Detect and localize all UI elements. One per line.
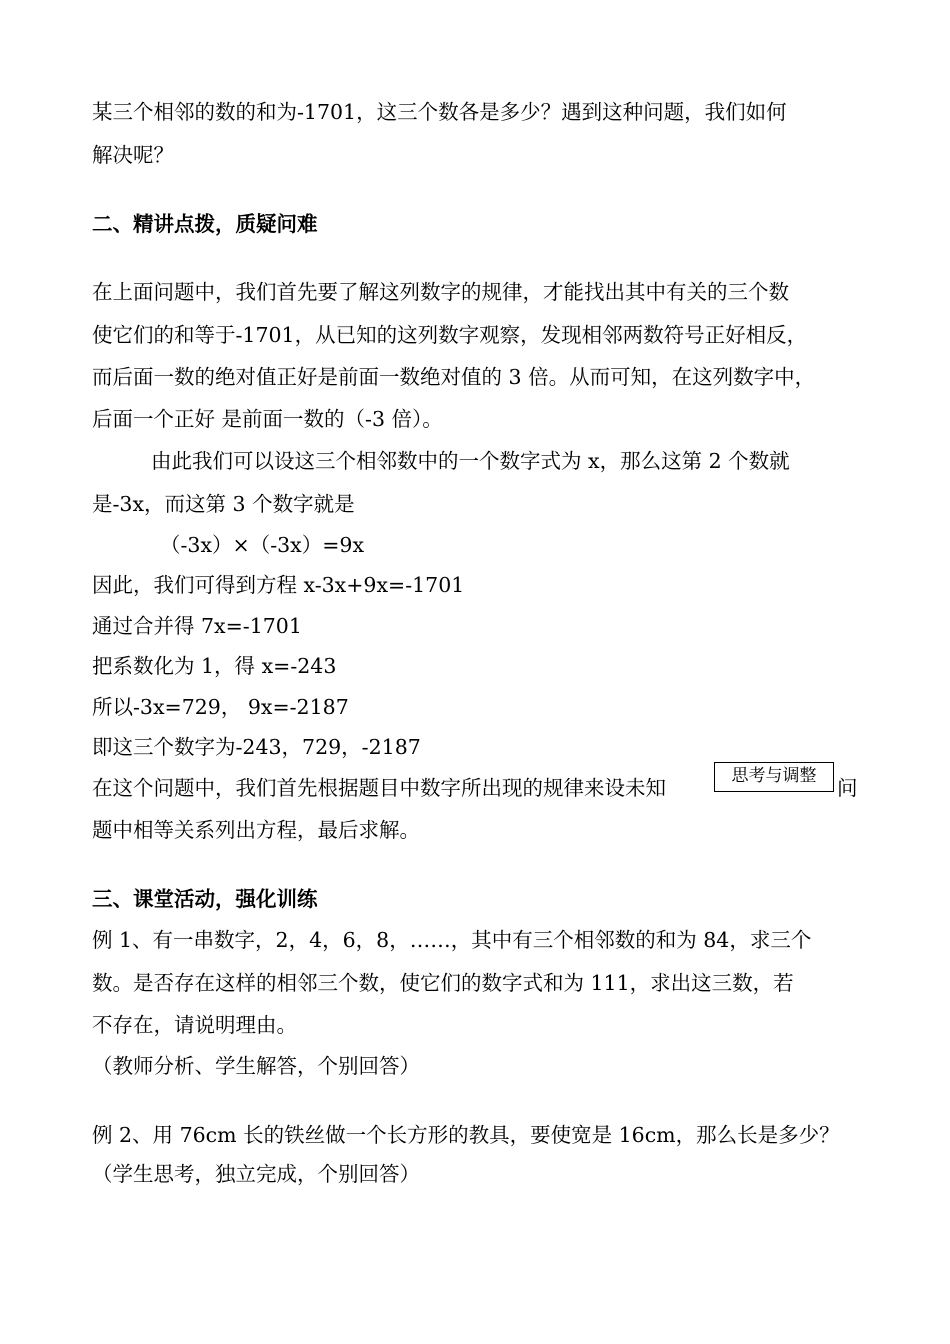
equation-line: 即这三个数字为-243，729，-2187 [92,735,421,759]
equation-line: 因此，我们可得到方程 x-3x+9x=-1701 [92,573,465,597]
equation-line: 通过合并得 7x=-1701 [92,614,302,638]
example-1-line: 不存在，请说明理由。 [92,1013,297,1037]
paragraph-line: 在这个问题中，我们首先根据题目中数字所出现的规律来设未知 [92,776,666,800]
equation-line: （-3x）×（-3x）=9x [160,533,365,557]
paragraph-line: 题中相等关系列出方程，最后求解。 [92,818,420,842]
paragraph-line: 后面一个正好 是前面一数的（-3 倍）。 [92,407,443,431]
example-2-line: 例 2、用 76cm 长的铁丝做一个长方形的教具，要使宽是 16cm，那么长是多少？ [92,1123,840,1147]
equation-line: 把系数化为 1，得 x=-243 [92,654,337,678]
margin-note-box: 思考与调整 [714,762,834,792]
paragraph-line: 某三个相邻的数的和为-1701，这三个数各是多少？遇到这种问题，我们如何 [92,100,787,124]
paragraph-line: 解决呢？ [92,143,174,167]
paragraph-line: 而后面一数的绝对值正好是前面一数绝对值的 3 倍。从而可知，在这列数字中， [92,365,816,389]
example-1-note: （教师分析、学生解答，个别回答） [92,1054,420,1078]
example-1-line: 例 1、有一串数字，2，4，6，8，……，其中有三个相邻数的和为 84，求三个 [92,928,812,952]
example-2-note: （学生思考，独立完成，个别回答） [92,1162,420,1186]
paragraph-line: 由此我们可以设这三个相邻数中的一个数字式为 x，那么这第 2 个数就 [151,449,790,473]
section-heading-3: 三、课堂活动，强化训练 [92,887,318,911]
paragraph-line: 使它们的和等于-1701，从已知的这列数字观察，发现相邻两数符号正好相反， [92,323,808,347]
paragraph-line: 在上面问题中，我们首先要了解这列数字的规律，才能找出其中有关的三个数 [92,280,789,304]
section-heading-2: 二、精讲点拨，质疑问难 [92,212,318,236]
equation-line: 所以-3x=729， 9x=-2187 [92,695,349,719]
example-1-line: 数。是否存在这样的相邻三个数，使它们的数字式和为 111，求出这三数，若 [92,971,794,995]
paragraph-line: 是-3x，而这第 3 个数字就是 [92,492,355,516]
paragraph-line-tail: 问 [837,776,858,800]
